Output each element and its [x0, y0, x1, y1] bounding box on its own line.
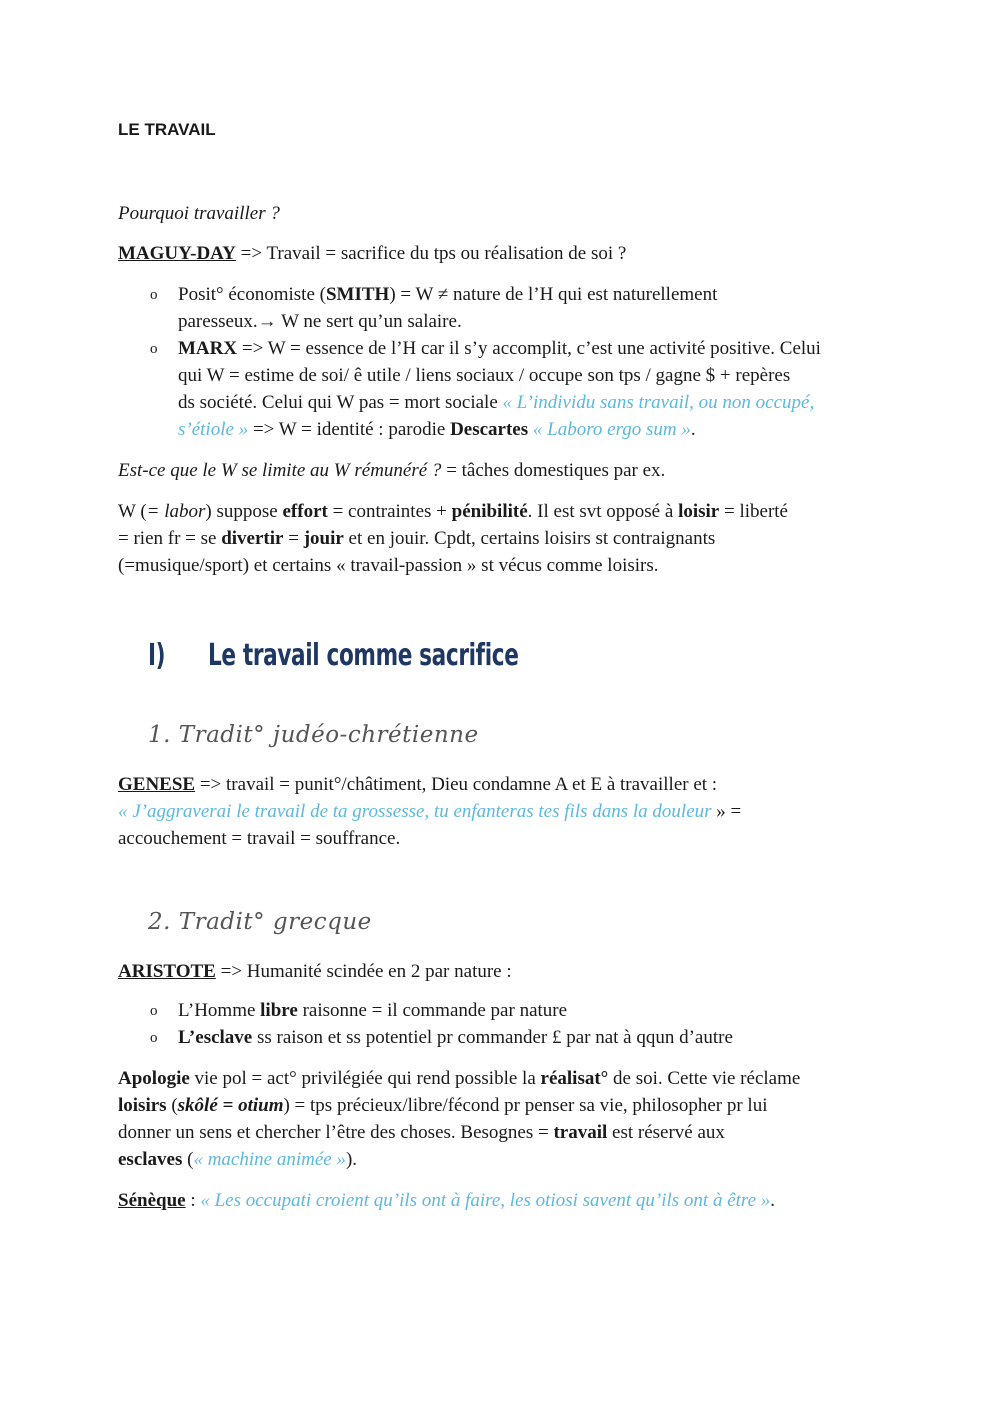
list-item-homme-libre: L’Homme libre raisonne = il commande par nature: [178, 1000, 568, 1021]
bullet-marker: o: [150, 1030, 158, 1046]
labor-paragraph: W (= labor) suppose effort = contraintes + pénibilité. Il est svt opposé à loisir = liberté = rien fr = se divertir = jouir et en jouir. Cpdt, certains loisirs st contraignants (=musique/sport) et certains « travail-passion » st vécus comme loisirs.: [118, 501, 788, 576]
maguy-paragraph: MAGUY-DAY => Travail = sacrifice du tps ou réalisation de soi ?: [118, 243, 627, 264]
maguy-name: MAGUY-DAY: [118, 243, 236, 264]
bullet-marker: o: [150, 341, 158, 357]
section-title: Le travail comme sacrifice: [208, 638, 519, 673]
genese-paragraph: GENESE => travail = punit°/châtiment, Dieu condamne A et E à travailler et : « J’aggraverai le travail de ta grossesse, tu enfanteras tes fils dans la douleur » = accouchement = travail = souffrance.: [118, 774, 742, 849]
intro-question: Pourquoi travailler ?: [118, 203, 280, 224]
document-title: LE TRAVAIL: [118, 120, 216, 139]
list-item-marx: MARX => W = essence de l’H car il s’y accomplit, c’est une activité positive. Celui qui W = estime de soi/ ê utile / liens sociaux / occupe son tps / gagne $ + repères ds société. Celui qui W pas = mort sociale « L’individu sans travail, ou non occupé, s’étiole » => W = identité : parodie Descartes « Laboro ergo sum ».: [178, 338, 821, 440]
seneque-paragraph: Sénèque : « Les occupati croient qu’ils ont à faire, les otiosi savent qu’ils ont à être ».: [118, 1190, 776, 1211]
apologie-paragraph: Apologie vie pol = act° privilégiée qui rend possible la réalisat° de soi. Cette vie réclame loisirs (skôlé = otium) = tps précieux/libre/fécond pr penser sa vie, philosopher pr lui donner un sens et chercher l’être des choses. Besognes = travail est réservé aux esclaves (« machine animée »).: [118, 1068, 801, 1170]
subsection-title-1: 1. Tradit° judéo-chrétienne: [148, 722, 479, 748]
list-item-esclave: L’esclave ss raison et ss potentiel pr commander £ par nat à qqun d’autre: [178, 1027, 733, 1048]
bullet-marker: o: [150, 287, 158, 303]
subsection-title-2: 2. Tradit° grecque: [148, 909, 372, 935]
arrow-icon: →: [257, 311, 277, 332]
list-item-smith: Posit° économiste (SMITH) = W ≠ nature de l’H qui est naturellement paresseux.→ W ne sert qu’un salaire.: [178, 284, 718, 332]
question-remunere: Est-ce que le W se limite au W rémunéré ? = tâches domestiques par ex.: [118, 460, 666, 481]
bullet-marker: o: [150, 1003, 158, 1019]
aristote-paragraph: ARISTOTE => Humanité scindée en 2 par nature :: [118, 961, 512, 982]
section-number: I): [148, 638, 166, 673]
